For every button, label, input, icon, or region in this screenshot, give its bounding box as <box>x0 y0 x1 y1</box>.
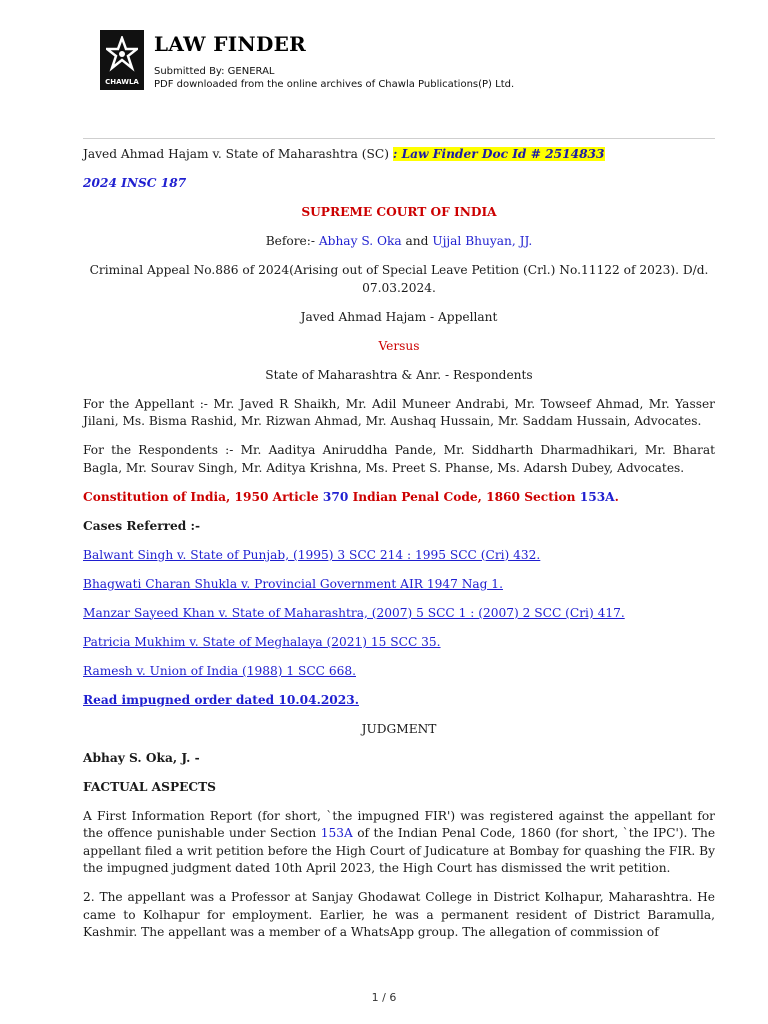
statute-constitution: Constitution of India, 1950 Article <box>83 489 319 504</box>
appellant: Javed Ahmad Hajam - Appellant <box>300 309 498 324</box>
case-link <box>83 663 715 681</box>
case-link <box>83 576 715 594</box>
doc-id: : Law Finder Doc Id # 2514833 <box>392 147 605 161</box>
impugned-order-line <box>83 692 715 710</box>
case-link-patricia-mukhim[interactable]: Patricia Mukhim v. State of Meghalaya (2021) 15 SCC 35. <box>83 634 441 649</box>
judge-link-oka[interactable]: Abhay S. Oka <box>318 234 402 248</box>
header-divider <box>83 138 715 139</box>
statute-article-link[interactable]: 370 <box>322 489 349 504</box>
paragraph-1-text-a: A First Information Report (for short, `the impugned FIR') was registered against the appellant for the offence punishable under Section <box>83 808 715 840</box>
versus: Versus <box>378 338 420 353</box>
before-label: Before:- <box>265 234 315 248</box>
statute-ipc: Indian Penal Code, 1860 Section <box>352 489 576 504</box>
appellant-counsel: For the Appellant :- Mr. Javed R Shaikh, Mr. Adil Muneer Andrabi, Mr. Towseef Ahmad, Mr. Yasser Jilani, Ms. Bisma Rashid, Mr. Rizwan Ahmad, Mr. Aushaq Hussain, Mr. Saddam Hussain, Advocates. <box>83 396 715 428</box>
star-icon <box>106 36 138 72</box>
statute-period: . <box>614 489 619 504</box>
case-link <box>83 605 715 623</box>
section-153a-link[interactable]: 153A <box>320 826 353 840</box>
citation: 2024 INSC 187 <box>83 176 187 190</box>
case-link-manzar-sayeed[interactable]: Manzar Sayeed Khan v. State of Maharashtra, (2007) 5 SCC 1 : (2007) 2 SCC (Cri) 417. <box>83 605 625 620</box>
logo-wordmark: CHAWLA <box>105 78 139 86</box>
respondent-counsel: For the Respondents :- Mr. Aaditya Aniruddha Pande, Mr. Siddharth Dharmadhikari, Mr. Bharat Bagla, Mr. Sourav Singh, Mr. Aditya Krishna, Ms. Preet S. Phanse, Ms. Adarsh Dubey, Advocates. <box>83 443 715 475</box>
document-header <box>100 30 720 100</box>
case-link <box>83 547 715 565</box>
statute-section-link[interactable]: 153A <box>579 489 615 504</box>
case-link-balwant-singh[interactable]: Balwant Singh v. State of Punjab, (1995) 3 SCC 214 : 1995 SCC (Cri) 432. <box>83 547 541 562</box>
judgment-heading: JUDGMENT <box>361 721 437 736</box>
court-name: SUPREME COURT OF INDIA <box>301 205 497 219</box>
document-body <box>83 146 715 953</box>
brand-title: LAW FINDER <box>154 32 307 56</box>
respondents: State of Maharashtra & Anr. - Respondents <box>265 367 533 382</box>
cases-referred-heading: Cases Referred :- <box>83 518 201 533</box>
bench-line <box>83 233 715 251</box>
paragraph-2: 2. The appellant was a Professor at Sanjay Ghodawat College in District Kolhapur, Maharashtra. He came to Kolhapur for employment. Earlier, he was a permanent resident of District Baramulla, Kashmir. The appellant was a member of a WhatsApp group. The allegation of commission of <box>83 890 715 939</box>
statutes-line <box>83 489 715 507</box>
case-link <box>83 634 715 652</box>
impugned-order-link[interactable]: Read impugned order dated 10.04.2023. <box>83 692 359 707</box>
paragraph-1 <box>83 808 715 878</box>
judgment-author: Abhay S. Oka, J. - <box>83 750 200 765</box>
and-text: and <box>405 234 429 248</box>
judge-link-bhuyan[interactable]: Ujjal Bhuyan, JJ. <box>432 234 533 248</box>
case-title-line <box>83 146 715 164</box>
page-number: 1 / 6 <box>371 991 397 1004</box>
appeal-details: Criminal Appeal No.886 of 2024(Arising out of Special Leave Petition (Crl.) No.11122 of 2023). D/d. 07.03.2024. <box>89 263 709 295</box>
submitted-by: Submitted By: GENERAL <box>154 66 275 77</box>
case-link-bhagwati-charan[interactable]: Bhagwati Charan Shukla v. Provincial Government AIR 1947 Nag 1. <box>83 576 503 591</box>
case-title: Javed Ahmad Hajam v. State of Maharashtra (SC) <box>83 147 389 161</box>
factual-aspects-heading: FACTUAL ASPECTS <box>83 779 216 794</box>
paragraph-1-text-b: of the Indian Penal Code, 1860 (for short, `the IPC'). The appellant filed a writ petition before the High Court of Judicature at Bombay for quashing the FIR. By the impugned judgment dated 10th April 2023, the High Court has dismissed the writ petition. <box>83 826 716 875</box>
case-link-ramesh[interactable]: Ramesh v. Union of India (1988) 1 SCC 668. <box>83 663 356 678</box>
law-finder-logo <box>100 30 144 90</box>
download-source: PDF downloaded from the online archives of Chawla Publications(P) Ltd. <box>154 79 515 90</box>
